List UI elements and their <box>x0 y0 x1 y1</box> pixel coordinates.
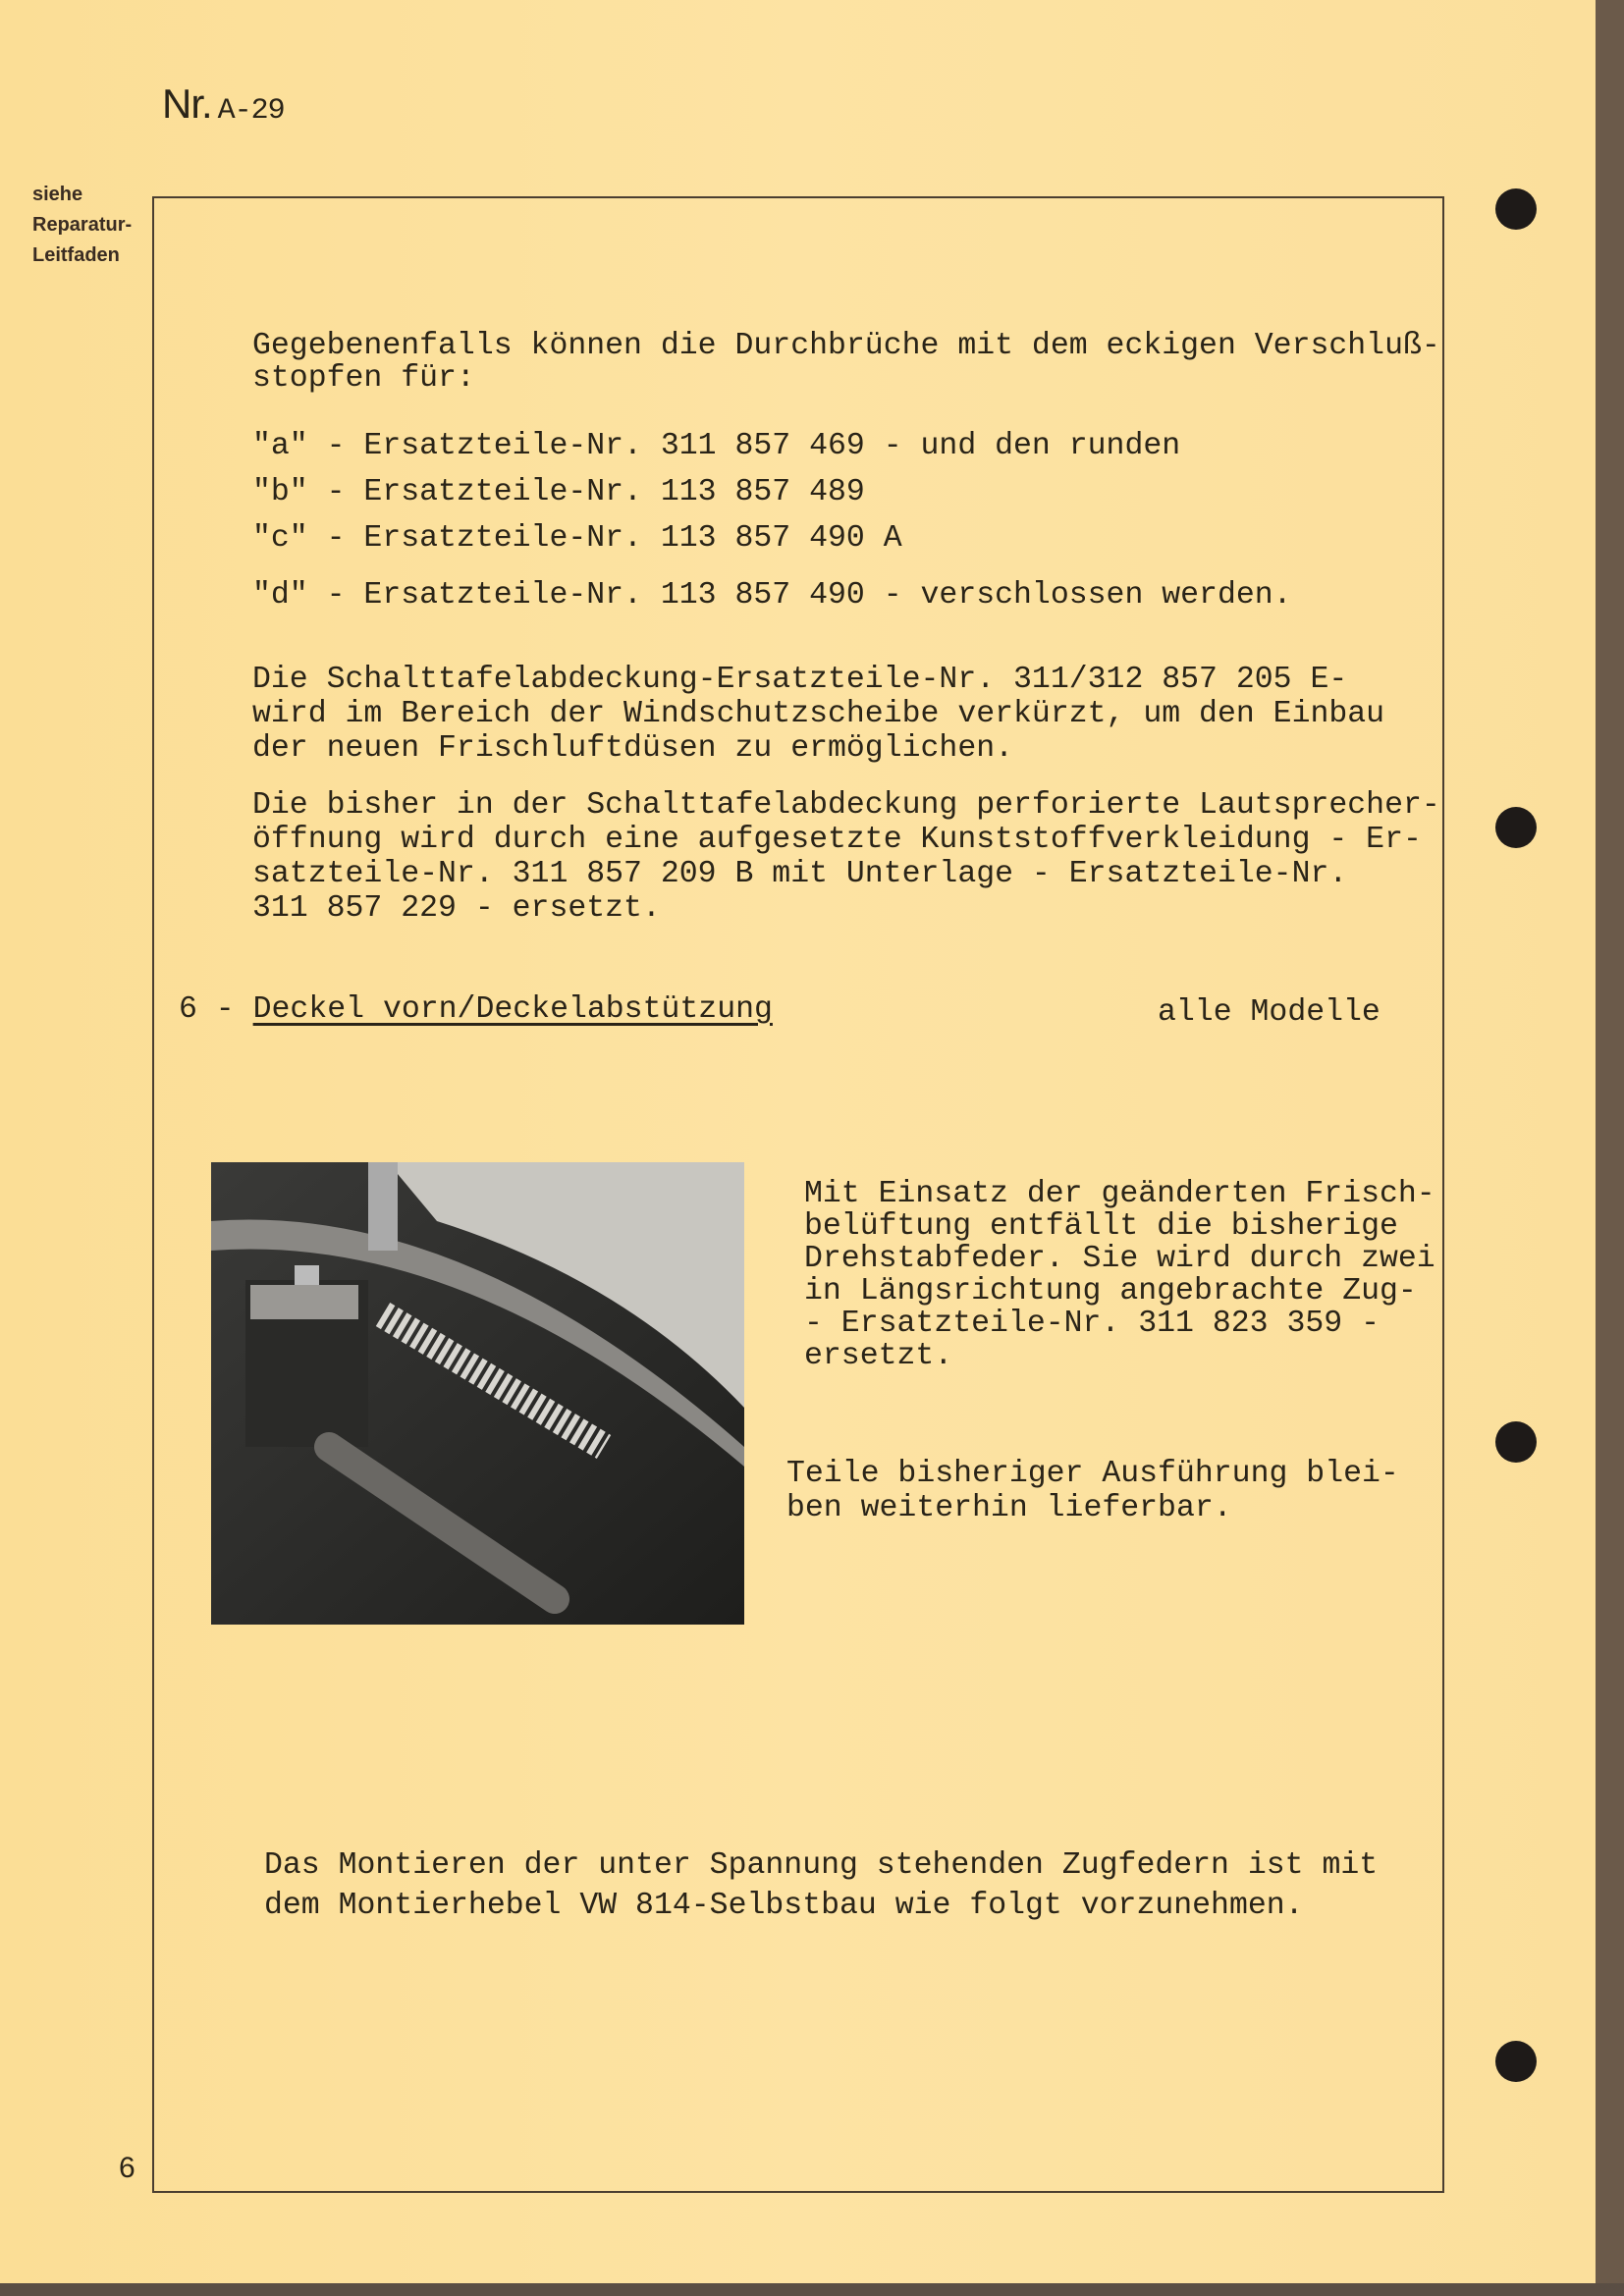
nr-label: Nr. <box>162 80 212 127</box>
punch-hole <box>1495 2041 1537 2082</box>
paragraph-line: 311 857 229 - ersetzt. <box>252 891 661 926</box>
page-number: 6 <box>119 2152 135 2184</box>
description-line: ersetzt. <box>804 1339 953 1373</box>
sidebar-line: Reparatur- <box>32 214 133 236</box>
nr-value: A-29 <box>217 94 285 128</box>
description-line: belüftung entfällt die bisherige <box>804 1209 1398 1244</box>
description-line: Teile bisheriger Ausführung blei- <box>786 1457 1399 1491</box>
part-line: "c" - Ersatzteile-Nr. 113 857 490 A <box>252 521 902 556</box>
part-line: "d" - Ersatzteile-Nr. 113 857 490 - verschlossen werden. <box>252 578 1292 613</box>
intro-line: Gegebenenfalls können die Durchbrüche mit dem eckigen Verschluß- <box>252 329 1440 363</box>
paragraph-line: satzteile-Nr. 311 857 209 B mit Unterlage - Ersatzteile-Nr. <box>252 857 1348 891</box>
section-number: 6 - <box>179 992 235 1027</box>
paragraph-line: Die Schalttafelabdeckung-Ersatzteile-Nr. 311/312 857 205 E- <box>252 663 1348 697</box>
document-number <box>162 80 285 128</box>
punch-hole <box>1495 807 1537 848</box>
sidebar-line: siehe <box>32 184 83 205</box>
paragraph-line: der neuen Frischluftdüsen zu ermöglichen. <box>252 731 1014 766</box>
paragraph-line: öffnung wird durch eine aufgesetzte Kunststoffverkleidung - Er- <box>252 823 1422 857</box>
page-edge-right <box>1596 0 1624 2296</box>
engine-hood-spring-photo <box>211 1162 744 1625</box>
paragraph-line: wird im Bereich der Windschutzscheibe verkürzt, um den Einbau <box>252 697 1385 731</box>
punch-hole <box>1495 188 1537 230</box>
description-line: in Längsrichtung angebrachte Zug- <box>804 1274 1417 1308</box>
page-edge-bottom <box>0 2283 1624 2296</box>
sidebar-line: Leitfaden <box>32 244 120 266</box>
intro-line: stopfen für: <box>252 361 475 396</box>
description-line: Drehstabfeder. Sie wird durch zwei <box>804 1242 1435 1276</box>
section-scope: alle Modelle <box>1158 995 1380 1030</box>
punch-hole <box>1495 1421 1537 1463</box>
instruction-line: Das Montieren der unter Spannung stehenden Zugfedern ist mit <box>264 1848 1379 1883</box>
description-line: - Ersatzteile-Nr. 311 823 359 - <box>804 1307 1380 1341</box>
part-line: "a" - Ersatzteile-Nr. 311 857 469 - und den runden <box>252 429 1181 463</box>
sidebar-note <box>32 180 132 271</box>
section-title: Deckel vorn/Deckelabstützung <box>252 992 773 1027</box>
section-heading <box>179 994 773 1026</box>
description-line: ben weiterhin lieferbar. <box>786 1491 1232 1525</box>
instruction-line: dem Montierhebel VW 814-Selbstbau wie folgt vorzunehmen. <box>264 1889 1304 1923</box>
part-line: "b" - Ersatzteile-Nr. 113 857 489 <box>252 475 865 509</box>
paragraph-line: Die bisher in der Schalttafelabdeckung perforierte Lautsprecher- <box>252 788 1440 823</box>
description-line: Mit Einsatz der geänderten Frisch- <box>804 1177 1435 1211</box>
